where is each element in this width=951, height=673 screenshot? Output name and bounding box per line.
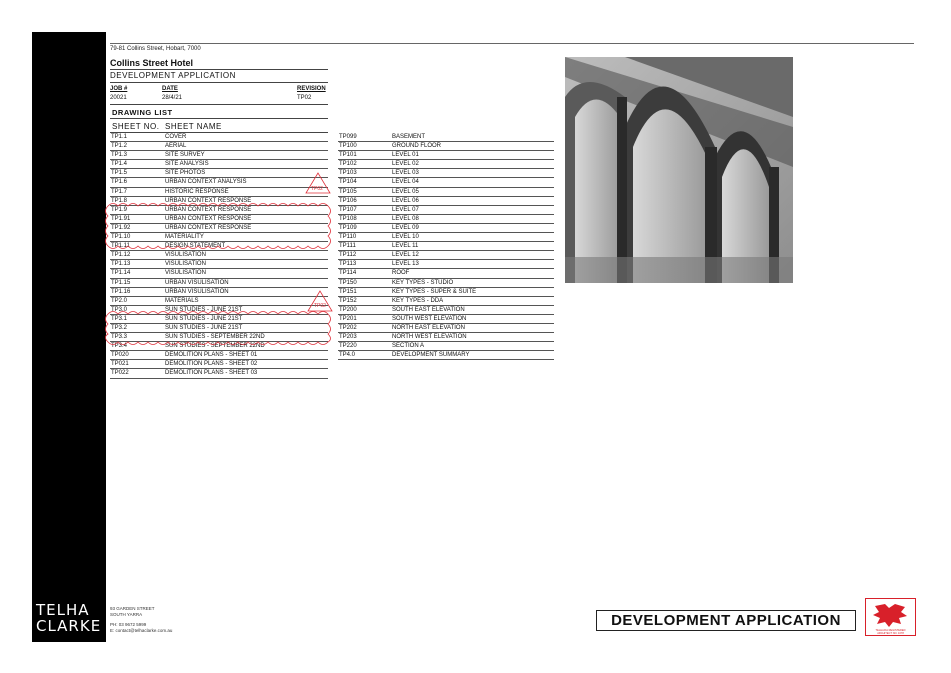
drawing-row <box>110 288 328 297</box>
subtitle-rule <box>110 82 328 83</box>
sheet-number: TP3.2 <box>111 324 128 331</box>
drawing-row <box>338 169 554 178</box>
sheet-name: SUN STUDIES - JUNE 21ST <box>165 306 243 313</box>
sheet-number: TP201 <box>339 315 357 322</box>
sheet-name: LEVEL 07 <box>392 206 419 213</box>
drawing-row <box>338 297 554 306</box>
sheet-name: LEVEL 02 <box>392 161 419 168</box>
seal-text-2: ARCHITECT NO. 1078 <box>877 632 904 635</box>
seal-text-1: TELHA/KA REGISTERED <box>875 629 906 632</box>
sheet-name: GROUND FLOOR <box>392 143 442 150</box>
sheet-number: TP1.1 <box>111 134 128 140</box>
drawing-row <box>110 369 328 378</box>
sheet-name-header: SHEET NAME <box>165 122 222 131</box>
drawing-row <box>338 197 554 206</box>
drawing-row <box>110 306 328 315</box>
sheet-number: TP1.13 <box>111 261 131 268</box>
drawing-list-heading: DRAWING LIST <box>112 108 173 117</box>
sheet-name: LEVEL 13 <box>392 261 419 268</box>
sheet-name: SUN STUDIES - SEPTEMBER 22ND <box>165 334 265 341</box>
sheet-name: VISULISATION <box>165 270 206 277</box>
drawing-row <box>338 142 554 151</box>
sheet-number: TP1.2 <box>111 143 128 150</box>
drawing-row <box>110 233 328 242</box>
revision-marker-1: TP02 <box>311 186 323 192</box>
sheet-number: TP110 <box>339 234 357 241</box>
drawing-row <box>338 288 554 297</box>
drawing-row <box>110 188 328 197</box>
sheet-number: TP1.12 <box>111 252 131 259</box>
sheet-name: DEMOLITION PLANS - SHEET 02 <box>165 361 258 368</box>
sheet-number: TP105 <box>339 188 357 195</box>
sheet-number: TP101 <box>339 152 357 159</box>
drawing-row <box>338 178 554 187</box>
sheet-number: TP022 <box>111 370 129 377</box>
sheet-number: TP1.8 <box>111 197 128 204</box>
sheet-number: TP099 <box>339 134 357 140</box>
sheet-number: TP1.92 <box>111 224 131 231</box>
drawing-row <box>110 215 328 224</box>
sheet-number: TP1.6 <box>111 179 128 186</box>
sheet-no-header: SHEET NO. <box>112 122 160 131</box>
sheet-name: VISULISATION <box>165 252 206 259</box>
sheet-name: SITE PHOTOS <box>165 170 206 177</box>
drawing-row <box>110 315 328 324</box>
sheet-number: TP102 <box>339 161 357 168</box>
site-address: 79-81 Collins Street, Hobart, 7000 <box>110 46 201 52</box>
drawing-row <box>110 279 328 288</box>
telha-clarke-logo <box>36 602 101 634</box>
sheet-name: LEVEL 11 <box>392 243 419 250</box>
sheet-number: TP3.3 <box>111 334 128 341</box>
drawing-row <box>110 206 328 215</box>
sheet-name: URBAN VISULISATION <box>165 279 229 286</box>
drawing-row <box>110 133 328 142</box>
sheet-name: URBAN CONTEXT RESPONSE <box>165 224 252 231</box>
sheet-number: TP1.4 <box>111 161 128 168</box>
drawing-row <box>110 224 328 233</box>
sheet-name: KEY TYPES - DDA <box>392 297 444 304</box>
architect-registration-seal <box>865 598 916 636</box>
sheet-number: TP1.9 <box>111 206 128 213</box>
sheet-number: TP4.0 <box>339 352 356 359</box>
drawing-list-left <box>110 133 328 379</box>
sheet-number: TP1.5 <box>111 170 128 177</box>
drawing-row <box>338 188 554 197</box>
drawing-row <box>338 333 554 342</box>
sheet-name: SOUTH EAST ELEVATION <box>392 306 465 313</box>
sheet-name: AERIAL <box>165 143 187 150</box>
sheet-number: TP152 <box>339 297 357 304</box>
sheet-number: TP1.7 <box>111 188 128 195</box>
logo-line-1: TELHA <box>36 601 90 619</box>
sheet-number: TP100 <box>339 143 357 150</box>
sheet-number: TP103 <box>339 170 357 177</box>
sheet-number: TP109 <box>339 224 357 231</box>
black-sidebar <box>32 32 106 642</box>
sheet-number: TP1.15 <box>111 279 131 286</box>
date-value: 28/4/21 <box>162 95 183 101</box>
sheet-name: SITE ANALYSIS <box>165 161 209 168</box>
drawing-row <box>338 306 554 315</box>
sheet-number: TP1.16 <box>111 288 131 295</box>
contact-street: 93 GARDEN STREET <box>110 606 155 611</box>
sheet-name: LEVEL 03 <box>392 170 419 177</box>
document-subtitle: DEVELOPMENT APPLICATION <box>110 71 236 80</box>
drawing-row <box>338 224 554 233</box>
sheet-number: TP203 <box>339 334 357 341</box>
sheet-name: URBAN CONTEXT RESPONSE <box>165 197 252 204</box>
sheet-name: URBAN CONTEXT RESPONSE <box>165 215 252 222</box>
sheet-name: BASEMENT <box>392 134 426 140</box>
drawing-row <box>338 279 554 288</box>
sheet-name: LEVEL 01 <box>392 152 419 159</box>
sheet-number: TP020 <box>111 352 129 359</box>
drawing-row <box>110 142 328 151</box>
sheet-name: SUN STUDIES - SEPTEMBER 22ND <box>165 343 265 350</box>
drawing-row <box>110 342 328 351</box>
drawing-row <box>338 269 554 278</box>
drawing-row <box>338 215 554 224</box>
title-rule <box>110 69 328 70</box>
sheet-name: ROOF <box>392 270 410 277</box>
sheet-name: LEVEL 04 <box>392 179 419 186</box>
sheet-number: TP113 <box>339 261 357 268</box>
contact-email: E: contact@telhaclarke.com.au <box>110 628 173 633</box>
top-rule <box>110 43 914 44</box>
drawing-row <box>338 151 554 160</box>
drawing-row <box>110 269 328 278</box>
sheet-number: TP108 <box>339 215 357 222</box>
sheet-name: NORTH EAST ELEVATION <box>392 324 465 331</box>
job-label: JOB # <box>110 86 128 92</box>
sheet-number: TP111 <box>339 243 356 250</box>
sheet-number: TP3.0 <box>111 306 128 313</box>
sheet-name: URBAN VISULISATION <box>165 288 229 295</box>
drawing-row <box>110 197 328 206</box>
drawing-row <box>338 315 554 324</box>
drawing-row <box>338 251 554 260</box>
meta-rule <box>110 104 328 105</box>
sheet-name: SITE SURVEY <box>165 152 205 159</box>
revision-marker-2: TP02 <box>314 303 326 309</box>
drawing-row <box>338 324 554 333</box>
sheet-number: TP2.0 <box>111 297 128 304</box>
sheet-number: TP104 <box>339 179 357 186</box>
sheet-name: MATERIALS <box>165 297 199 304</box>
sheet-number: TP112 <box>339 252 357 259</box>
sheet-number: TP1.91 <box>111 215 131 222</box>
sheet-name: NORTH WEST ELEVATION <box>392 334 467 341</box>
drawing-row <box>110 324 328 333</box>
sheet-name: DEMOLITION PLANS - SHEET 01 <box>165 352 258 359</box>
drawing-row <box>110 297 328 306</box>
sheet-name: VISULISATION <box>165 261 206 268</box>
drawing-row <box>338 260 554 269</box>
sheet-number: TP114 <box>339 270 357 277</box>
sheet-name: URBAN CONTEXT RESPONSE <box>165 206 252 213</box>
sheet-name: LEVEL 06 <box>392 197 419 204</box>
sheet-name: SUN STUDIES - JUNE 21ST <box>165 315 243 322</box>
sheet-name: DESIGN STATEMENT <box>165 243 226 250</box>
sheet-name: SOUTH WEST ELEVATION <box>392 315 467 322</box>
drawing-row <box>110 242 328 251</box>
sheet-number: TP021 <box>111 361 129 368</box>
drawing-row <box>338 242 554 251</box>
sheet-number: TP3.4 <box>111 343 128 350</box>
drawing-row <box>110 160 328 169</box>
logo-line-2: CLARKE <box>36 617 102 635</box>
sheet-number: TP1.3 <box>111 152 128 159</box>
revision-value: TP02 <box>297 95 312 101</box>
contact-phone: PH: 03 9672 5999 <box>110 622 147 627</box>
sheet-name: DEMOLITION PLANS - SHEET 03 <box>165 370 258 377</box>
drawing-row <box>110 260 328 269</box>
sheet-name: LEVEL 10 <box>392 234 419 241</box>
job-value: 20021 <box>110 95 127 101</box>
drawing-list-right <box>338 133 554 360</box>
drawing-row <box>110 333 328 342</box>
sheet-number: TP1.10 <box>111 234 131 241</box>
sheet-name: LEVEL 12 <box>392 252 419 259</box>
drawing-row <box>338 206 554 215</box>
drawing-row <box>110 351 328 360</box>
sheet-name: MATERIALITY <box>165 234 204 241</box>
sheet-number: TP151 <box>339 288 357 295</box>
sheet-number: TP220 <box>339 343 357 350</box>
sheet-name: LEVEL 09 <box>392 224 419 231</box>
sheet-number: TP1.14 <box>111 270 131 277</box>
sheet-name: SUN STUDIES - JUNE 21ST <box>165 324 243 331</box>
sheet-name: SECTION A <box>392 343 425 350</box>
drawing-row <box>110 151 328 160</box>
contact-block <box>110 606 172 634</box>
sheet-number: TP106 <box>339 197 357 204</box>
sheet-number: TP107 <box>339 206 357 213</box>
heading-rule <box>110 118 328 119</box>
drawing-row <box>110 251 328 260</box>
sheet-name: LEVEL 05 <box>392 188 419 195</box>
drawing-row <box>110 178 328 187</box>
sheet-name: KEY TYPES - SUPER & SUITE <box>392 288 477 295</box>
project-title: Collins Street Hotel <box>110 58 194 68</box>
drawing-row <box>338 133 554 142</box>
sheet-name: DEVELOPMENT SUMMARY <box>392 352 470 359</box>
sheet-name: LEVEL 08 <box>392 215 419 222</box>
arched-colonnade-photo <box>565 57 793 283</box>
drawing-row <box>338 233 554 242</box>
sheet-name: URBAN CONTEXT ANALYSIS <box>165 179 247 186</box>
drawing-row <box>338 342 554 351</box>
sheet-name: COVER <box>165 134 187 140</box>
sheet-number: TP200 <box>339 306 357 313</box>
sheet-name: KEY TYPES - STUDIO <box>392 279 454 286</box>
drawing-row <box>338 351 554 360</box>
sheet-number: TP202 <box>339 324 357 331</box>
sheet-number: TP1.11 <box>111 243 130 250</box>
drawing-row <box>110 169 328 178</box>
sheet-number: TP3.1 <box>111 315 128 322</box>
date-label: DATE <box>162 86 178 92</box>
contact-suburb: SOUTH YARRA <box>110 612 143 617</box>
drawing-row <box>110 360 328 369</box>
development-application-stamp: DEVELOPMENT APPLICATION <box>596 610 856 631</box>
sheet-number: TP150 <box>339 279 357 286</box>
revision-label: REVISION <box>297 86 326 92</box>
drawing-row <box>338 160 554 169</box>
sheet-name: HISTORIC RESPONSE <box>165 188 229 195</box>
